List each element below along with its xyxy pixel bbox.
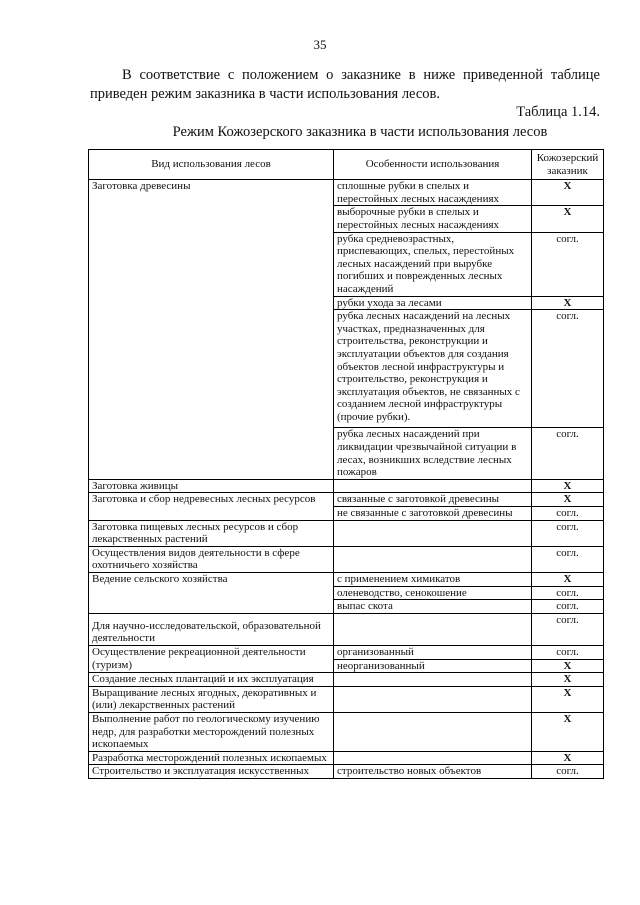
cell-feature: неорганизованный	[334, 659, 532, 673]
cell-feature: рубка лесных насаждений при ликвидации чрезвычайной ситуации в лесах, возникших вследствие лесных пожаров	[334, 428, 532, 479]
cell-feature	[334, 546, 532, 572]
cell-use-type: Ведение сельского хозяйства	[89, 573, 334, 614]
cell-feature	[334, 613, 532, 645]
cell-mark: согл.	[532, 546, 604, 572]
table-header-row	[89, 150, 604, 180]
page-number: 35	[313, 37, 327, 52]
cell-mark: согл.	[532, 520, 604, 546]
cell-mark: согл.	[532, 310, 604, 428]
table-label: Таблица 1.14.	[516, 104, 600, 120]
cell-use-type: Строительство и эксплуатация искусственных	[89, 765, 334, 779]
cell-feature: строительство новых объектов	[334, 765, 532, 779]
cell-feature: выпас скота	[334, 600, 532, 614]
table-row	[89, 573, 604, 587]
cell-feature: рубки ухода за лесами	[334, 296, 532, 310]
table-row	[89, 493, 604, 507]
cell-feature	[334, 712, 532, 751]
cell-feature: с применением химикатов	[334, 573, 532, 587]
cell-mark: Х	[532, 686, 604, 712]
table-row	[89, 546, 604, 572]
table-row	[89, 659, 604, 673]
table-row	[89, 765, 604, 779]
cell-feature: организованный	[334, 645, 532, 659]
cell-mark: согл.	[532, 765, 604, 779]
cell-feature: рубка средневозрастных, приспевающих, спелых, перестойных лесных насаждений при вырубке погибших и поврежденных лесных насаждений	[334, 232, 532, 296]
table-row	[89, 180, 604, 206]
cell-feature: рубка лесных насаждений на лесных участках, предназначенных для строительства, реконструкции и эксплуатации объектов для создания объектов лесной инфраструктуры и строительство, реконструкция и эксплуатация объектов, не связанных с созданием лесной инфраструктуры (прочие рубки).	[334, 310, 532, 428]
cell-mark: согл.	[532, 586, 604, 600]
cell-mark: Х	[532, 206, 604, 232]
cell-mark: Х	[532, 479, 604, 493]
table-row	[89, 686, 604, 712]
table-row	[89, 712, 604, 751]
table-row	[89, 645, 604, 659]
cell-use-type: Выполнение работ по геологическому изучению недр, для разработки месторождений полезных ископаемых	[89, 712, 334, 751]
cell-use-type: Осуществление рекреационной деятельности	[89, 645, 334, 659]
cell-use-type: Заготовка и сбор недревесных лесных ресурсов	[89, 493, 334, 520]
cell-feature: выборочные рубки в спелых и перестойных лесных насаждениях	[334, 206, 532, 232]
header-features: Особенности использования	[334, 150, 532, 180]
cell-mark: согл.	[532, 232, 604, 296]
table-caption: Режим Кожозерского заказника в части использования лесов	[172, 124, 548, 140]
cell-use-type: Создание лесных плантаций и их эксплуатация	[89, 673, 334, 687]
cell-feature: связанные с заготовкой древесины	[334, 493, 532, 507]
cell-use-type: Выращивание лесных ягодных, декоративных и (или) лекарственных растений	[89, 686, 334, 712]
cell-feature: сплошные рубки в спелых и перестойных лесных насаждениях	[334, 180, 532, 206]
cell-use-type: Заготовка древесины	[89, 180, 334, 480]
cell-mark: согл.	[532, 428, 604, 479]
cell-mark: согл.	[532, 645, 604, 659]
cell-use-type: Для научно-исследовательской, образовательной деятельности	[89, 613, 334, 645]
cell-feature	[334, 520, 532, 546]
cell-mark: Х	[532, 751, 604, 765]
cell-mark: Х	[532, 296, 604, 310]
cell-use-type: Заготовка живицы	[89, 479, 334, 493]
cell-mark: Х	[532, 573, 604, 587]
table-row	[89, 613, 604, 645]
table-row	[89, 751, 604, 765]
cell-feature	[334, 751, 532, 765]
cell-mark: Х	[532, 493, 604, 507]
cell-feature	[334, 686, 532, 712]
forest-use-table	[88, 149, 604, 779]
cell-mark: Х	[532, 673, 604, 687]
cell-mark: согл.	[532, 613, 604, 645]
table-row	[89, 520, 604, 546]
cell-mark: Х	[532, 180, 604, 206]
header-reserve: Кожозерский заказник	[532, 150, 604, 180]
cell-feature: оленеводство, сенокошение	[334, 586, 532, 600]
cell-feature: не связанные с заготовкой древесины	[334, 507, 532, 521]
cell-mark: согл.	[532, 600, 604, 614]
cell-use-type: Осуществления видов деятельности в сфере охотничьего хозяйства	[89, 546, 334, 572]
cell-use-type: (туризм)	[89, 659, 334, 673]
cell-use-type: Заготовка пищевых лесных ресурсов и сбор лекарственных растений	[89, 520, 334, 546]
header-use-type: Вид использования лесов	[89, 150, 334, 180]
cell-mark: Х	[532, 712, 604, 751]
cell-feature	[334, 673, 532, 687]
intro-paragraph: В соответствие с положением о заказнике в ниже приведенной таблице приведен режим заказника в части использования лесов.	[90, 67, 600, 102]
cell-mark: Х	[532, 659, 604, 673]
cell-mark: согл.	[532, 507, 604, 521]
cell-feature	[334, 479, 532, 493]
table-row	[89, 673, 604, 687]
table-row	[89, 479, 604, 493]
cell-use-type: Разработка месторождений полезных ископаемых	[89, 751, 334, 765]
